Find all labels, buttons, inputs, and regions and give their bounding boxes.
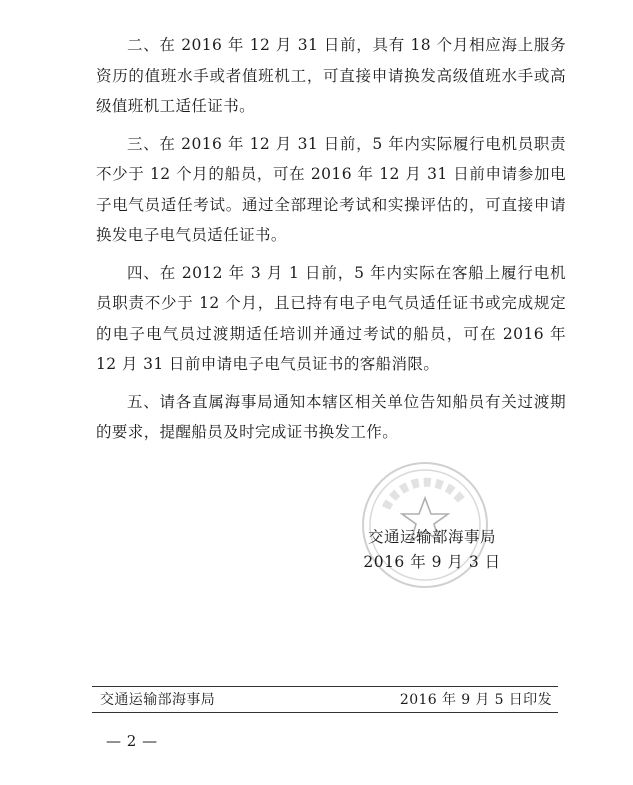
paragraph-item-3: 三、在 2016 年 12 月 31 日前，5 年内实际履行电机员职责不少于 12 个月的船员，可在 2016 年 12 月 31 日前申请参加电子电气员适任考试。通过全部理论考试和实操评估的，可直接申请换发电子电气员适任证书。 — [96, 134, 566, 244]
body-text — [96, 30, 566, 455]
footer-print-date: 2016 年 9 月 5 日印发 — [399, 692, 552, 708]
footer-rule-bottom — [92, 712, 558, 713]
paragraph-item-4: 四、在 2012 年 3 月 1 日前，5 年内实际在客船上履行电机员职责不少于 12 个月，且已持有电子电气员适任证书或完成规定的电子电气员过渡期适任培训并通过考试的船员，可在 2016 年 12 月 31 日前申请电子电气员证书的客船消限。 — [96, 263, 566, 373]
page-number: — 2 — — [106, 732, 158, 750]
footer-issuer: 交通运输部海事局 — [100, 692, 216, 708]
signature-issuer: 交通运输部海事局 — [367, 528, 496, 546]
signature-block — [352, 524, 512, 575]
footer-rule-top — [92, 686, 558, 687]
paragraph-item-2: 二、在 2016 年 12 月 31 日前，具有 18 个月相应海上服务资历的值班水手或者值班机工，可直接申请换发高级值班水手或高级值班机工适任证书。 — [96, 36, 566, 115]
paragraph-item-5: 五、请各直属海事局通知本辖区相关单位告知船员有关过渡期的要求，提醒船员及时完成证书换发工作。 — [96, 392, 566, 441]
signature-date: 2016 年 9 月 3 日 — [363, 553, 501, 571]
